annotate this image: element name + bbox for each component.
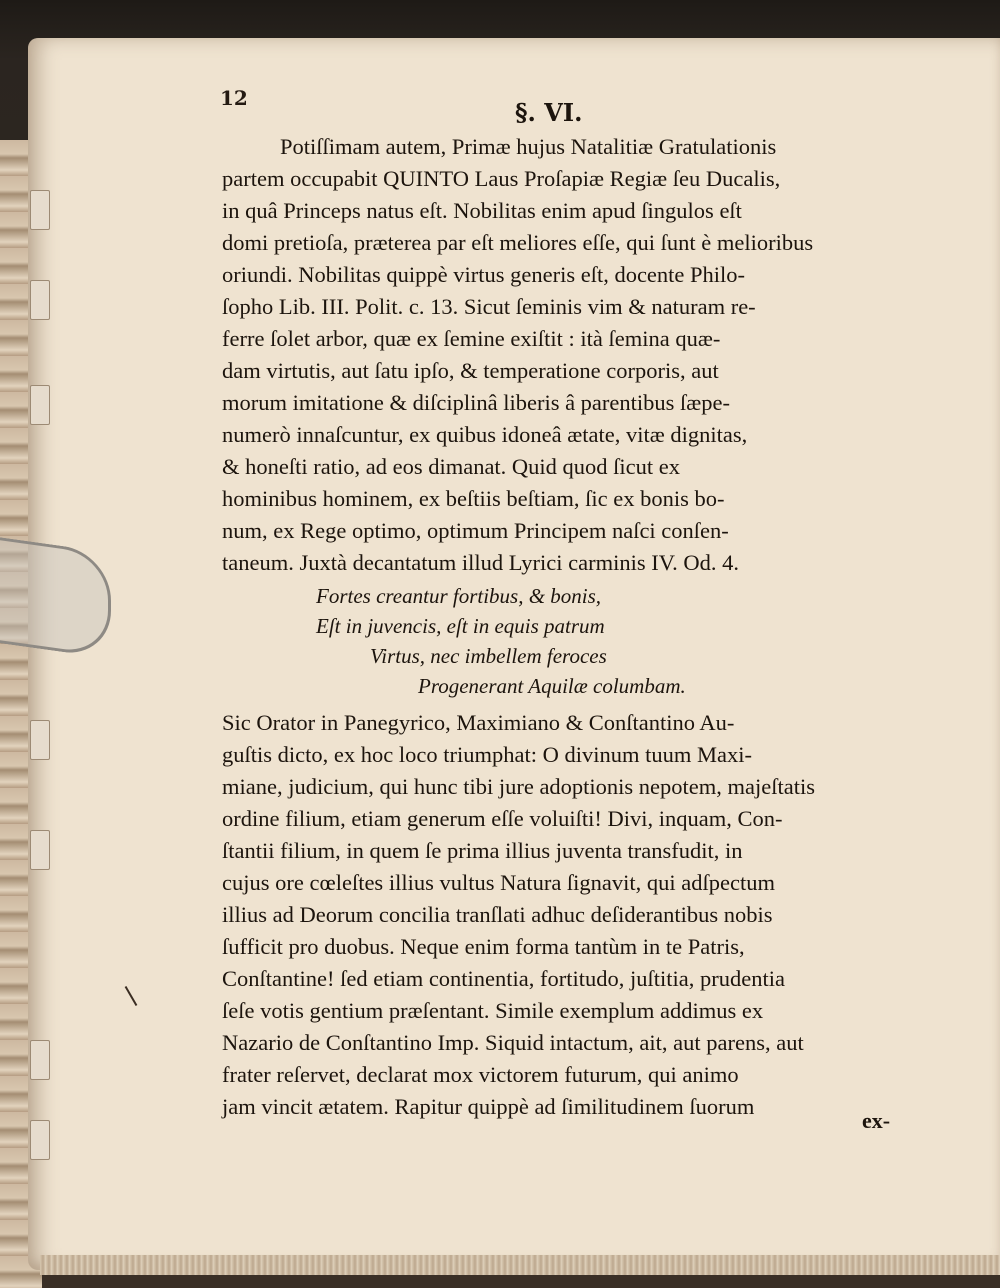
text-line: hominibus hominem, ex beſtiis beſtiam, ſic ex bonis bo-	[222, 486, 725, 511]
text-line: num, ex Rege optimo, optimum Principem naſci conſen-	[222, 518, 729, 543]
text-line: guſtis dicto, ex hoc loco triumphat: O divinum tuum Maxi-	[222, 742, 752, 767]
thumb-tab	[30, 280, 50, 320]
text-line: morum imitatione & diſciplinâ liberis â parentibus ſæpe-	[222, 390, 731, 415]
text-line: cujus ore cœleſtes illius vultus Natura ſignavit, qui adſpectum	[222, 870, 776, 895]
verse-line: Virtus, nec imbellem feroces	[370, 644, 607, 668]
text-line: ſopho Lib. III. Polit. c. 13. Sicut ſeminis vim & naturam re-	[222, 294, 756, 319]
text-line: in quâ Princeps natus eſt. Nobilitas enim apud ſingulos eſt	[222, 198, 742, 223]
page-number: 12	[220, 86, 248, 110]
text-line: domi pretioſa, præterea par eſt meliores eſſe, qui ſunt è melioribus	[222, 230, 814, 255]
text-line: illius ad Deorum concilia tranſlati adhuc deſiderantibus nobis	[222, 902, 773, 927]
text-line: ſeſe votis gentium præſentant. Simile exemplum addimus ex	[222, 998, 764, 1023]
verse-line: Fortes creantur fortibus, & bonis,	[316, 584, 602, 608]
text-line: ſtantii filium, in quem ſe prima illius juventa transfudit, in	[222, 838, 743, 863]
verse-line: Eſt in juvencis, eſt in equis patrum	[316, 614, 605, 638]
text-line: ſufficit pro duobus. Neque enim forma tantùm in te Patris,	[222, 934, 745, 959]
text-line: Potiſſimam autem, Primæ hujus Natalitiæ Gratulationis	[280, 134, 777, 159]
page-bottom-edge	[40, 1255, 1000, 1275]
text-line: Nazario de Conſtantino Imp. Siquid intactum, ait, aut parens, aut	[222, 1030, 804, 1055]
thumb-tab	[30, 830, 50, 870]
text-line: jam vincit ætatem. Rapitur quippè ad ſimilitudinem ſuorum	[222, 1094, 755, 1119]
section-heading: §. VI.	[515, 98, 583, 127]
text-line: taneum. Juxtà decantatum illud Lyrici carminis IV. Od. 4.	[222, 550, 739, 575]
text-line: miane, judicium, qui hunc tibi jure adoptionis nepotem, majeſtatis	[222, 774, 816, 799]
thumb-tab	[30, 385, 50, 425]
text-line: numerò innaſcuntur, ex quibus idoneâ ætate, vitæ dignitas,	[222, 422, 748, 447]
thumb-tab	[30, 1120, 50, 1160]
text-line: frater reſervet, declarat mox victorem futurum, qui animo	[222, 1062, 739, 1087]
text-line: dam virtutis, aut ſatu ipſo, & temperatione corporis, aut	[222, 358, 719, 383]
thumb-tab	[30, 190, 50, 230]
text-line: oriundi. Nobilitas quippè virtus generis eſt, docente Philo-	[222, 262, 746, 287]
text-line: partem occupabit QUINTO Laus Proſapiæ Regiæ ſeu Ducalis,	[222, 166, 781, 191]
thumb-tab	[30, 1040, 50, 1080]
verse-line: Progenerant Aquilæ columbam.	[418, 674, 686, 698]
thumb-tab	[30, 720, 50, 760]
text-line: & honeſti ratio, ad eos dimanat. Quid quod ſicut ex	[222, 454, 681, 479]
text-line: Sic Orator in Panegyrico, Maximiano & Conſtantino Au-	[222, 710, 735, 735]
text-line: Conſtantine! ſed etiam continentia, fortitudo, juſtitia, prudentia	[222, 966, 785, 991]
catchword: ex-	[862, 1108, 891, 1133]
text-line: ferre ſolet arbor, quæ ex ſemine exiſtit : ità ſemina quæ-	[222, 326, 721, 351]
text-line: ordine filium, etiam generum eſſe voluiſti! Divi, inquam, Con-	[222, 806, 783, 831]
